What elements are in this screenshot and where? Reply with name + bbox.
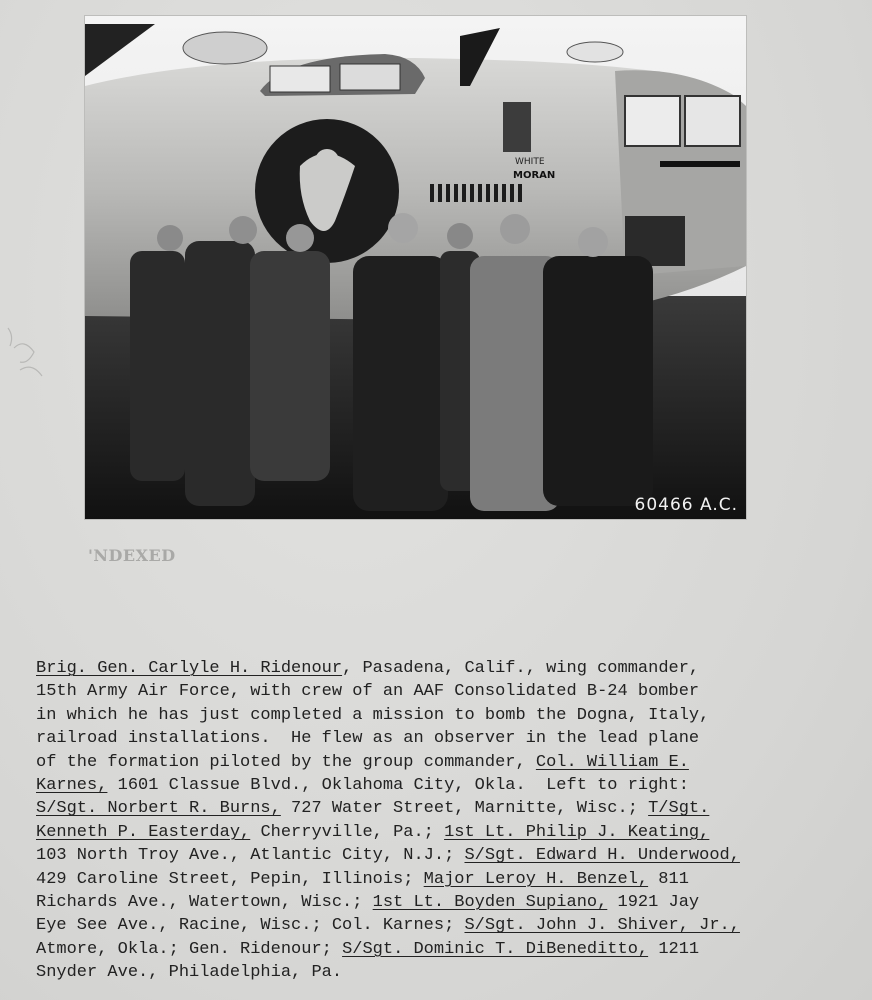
caption-text: 429 Caroline Street, Pepin, Illinois; [36, 869, 424, 889]
caption-name: T/Sgt. [648, 799, 710, 819]
photo-caption [36, 657, 856, 984]
caption-text: 1921 Jay [607, 892, 700, 912]
caption-name: S/Sgt. Edward H. Underwood, [464, 846, 740, 866]
pencil-annotation [2, 318, 52, 398]
caption-name: 1st Lt. Philip J. Keating, [444, 822, 710, 842]
caption-text: Cherryville, Pa.; [250, 822, 445, 842]
caption-text: 15th Army Air Force, with crew of an AAF Consolidated B-24 bomber [36, 682, 700, 702]
caption-line [36, 868, 856, 891]
caption-line [36, 844, 856, 867]
bomber-crew-photo [85, 16, 746, 519]
caption-name: S/Sgt. Norbert R. Burns, [36, 799, 281, 819]
caption-line [36, 961, 856, 984]
caption-text: in which he has just completed a mission to bomb the Dogna, Italy, [36, 705, 710, 725]
photo-number: 60466 A.C. [634, 495, 738, 515]
caption-text: Atmore, Okla.; Gen. Ridenour; [36, 939, 343, 959]
crew-figures [130, 213, 653, 511]
caption-line [36, 680, 856, 703]
caption-text: Richards Ave., Watertown, Wisc.; [36, 892, 373, 912]
caption-text: 727 Water Street, Marnitte, Wisc.; [280, 799, 649, 819]
caption-text: , Pasadena, Calif., wing commander, [342, 659, 700, 678]
caption-text: 103 North Troy Ave., Atlantic City, N.J.; [36, 846, 465, 866]
caption-text: of the formation piloted by the group commander, [36, 752, 536, 772]
caption-name: Kenneth P. Easterday, [36, 822, 251, 842]
indexed-stamp: 'NDEXED [88, 546, 176, 565]
caption-line [36, 774, 856, 797]
caption-text: railroad installations. He flew as an observer in the lead plane [36, 729, 700, 749]
caption-line [36, 938, 856, 961]
nose-art-label-1: WHITE [515, 157, 545, 167]
caption-name: 1st Lt. Boyden Supiano, [372, 892, 608, 912]
caption-line [36, 797, 856, 820]
caption-line [36, 821, 856, 844]
caption-name: Col. William E. [535, 752, 689, 772]
caption-text: Eye See Ave., Racine, Wisc.; Col. Karnes; [36, 916, 465, 936]
nose-art-label-2: MORAN [513, 170, 556, 181]
caption-line [36, 751, 856, 774]
caption-line [36, 727, 856, 750]
caption-name: Brig. Gen. Carlyle H. Ridenour [36, 659, 343, 678]
caption-text: 1601 Classue Blvd., Oklahoma City, Okla. Left to right: [107, 775, 689, 795]
caption-line [36, 657, 856, 680]
caption-name: S/Sgt. John J. Shiver, Jr., [464, 916, 740, 936]
photo-illustration [85, 16, 746, 519]
caption-line [36, 704, 856, 727]
caption-name: Karnes, [36, 775, 108, 795]
caption-line [36, 891, 856, 914]
caption-text: 1211 [648, 939, 700, 959]
caption-name: S/Sgt. Dominic T. DiBeneditto, [342, 939, 649, 959]
caption-line [36, 914, 856, 937]
caption-text: 811 [648, 869, 689, 889]
caption-text: Snyder Ave., Philadelphia, Pa. [36, 963, 343, 983]
caption-name: Major Leroy H. Benzel, [423, 869, 649, 889]
